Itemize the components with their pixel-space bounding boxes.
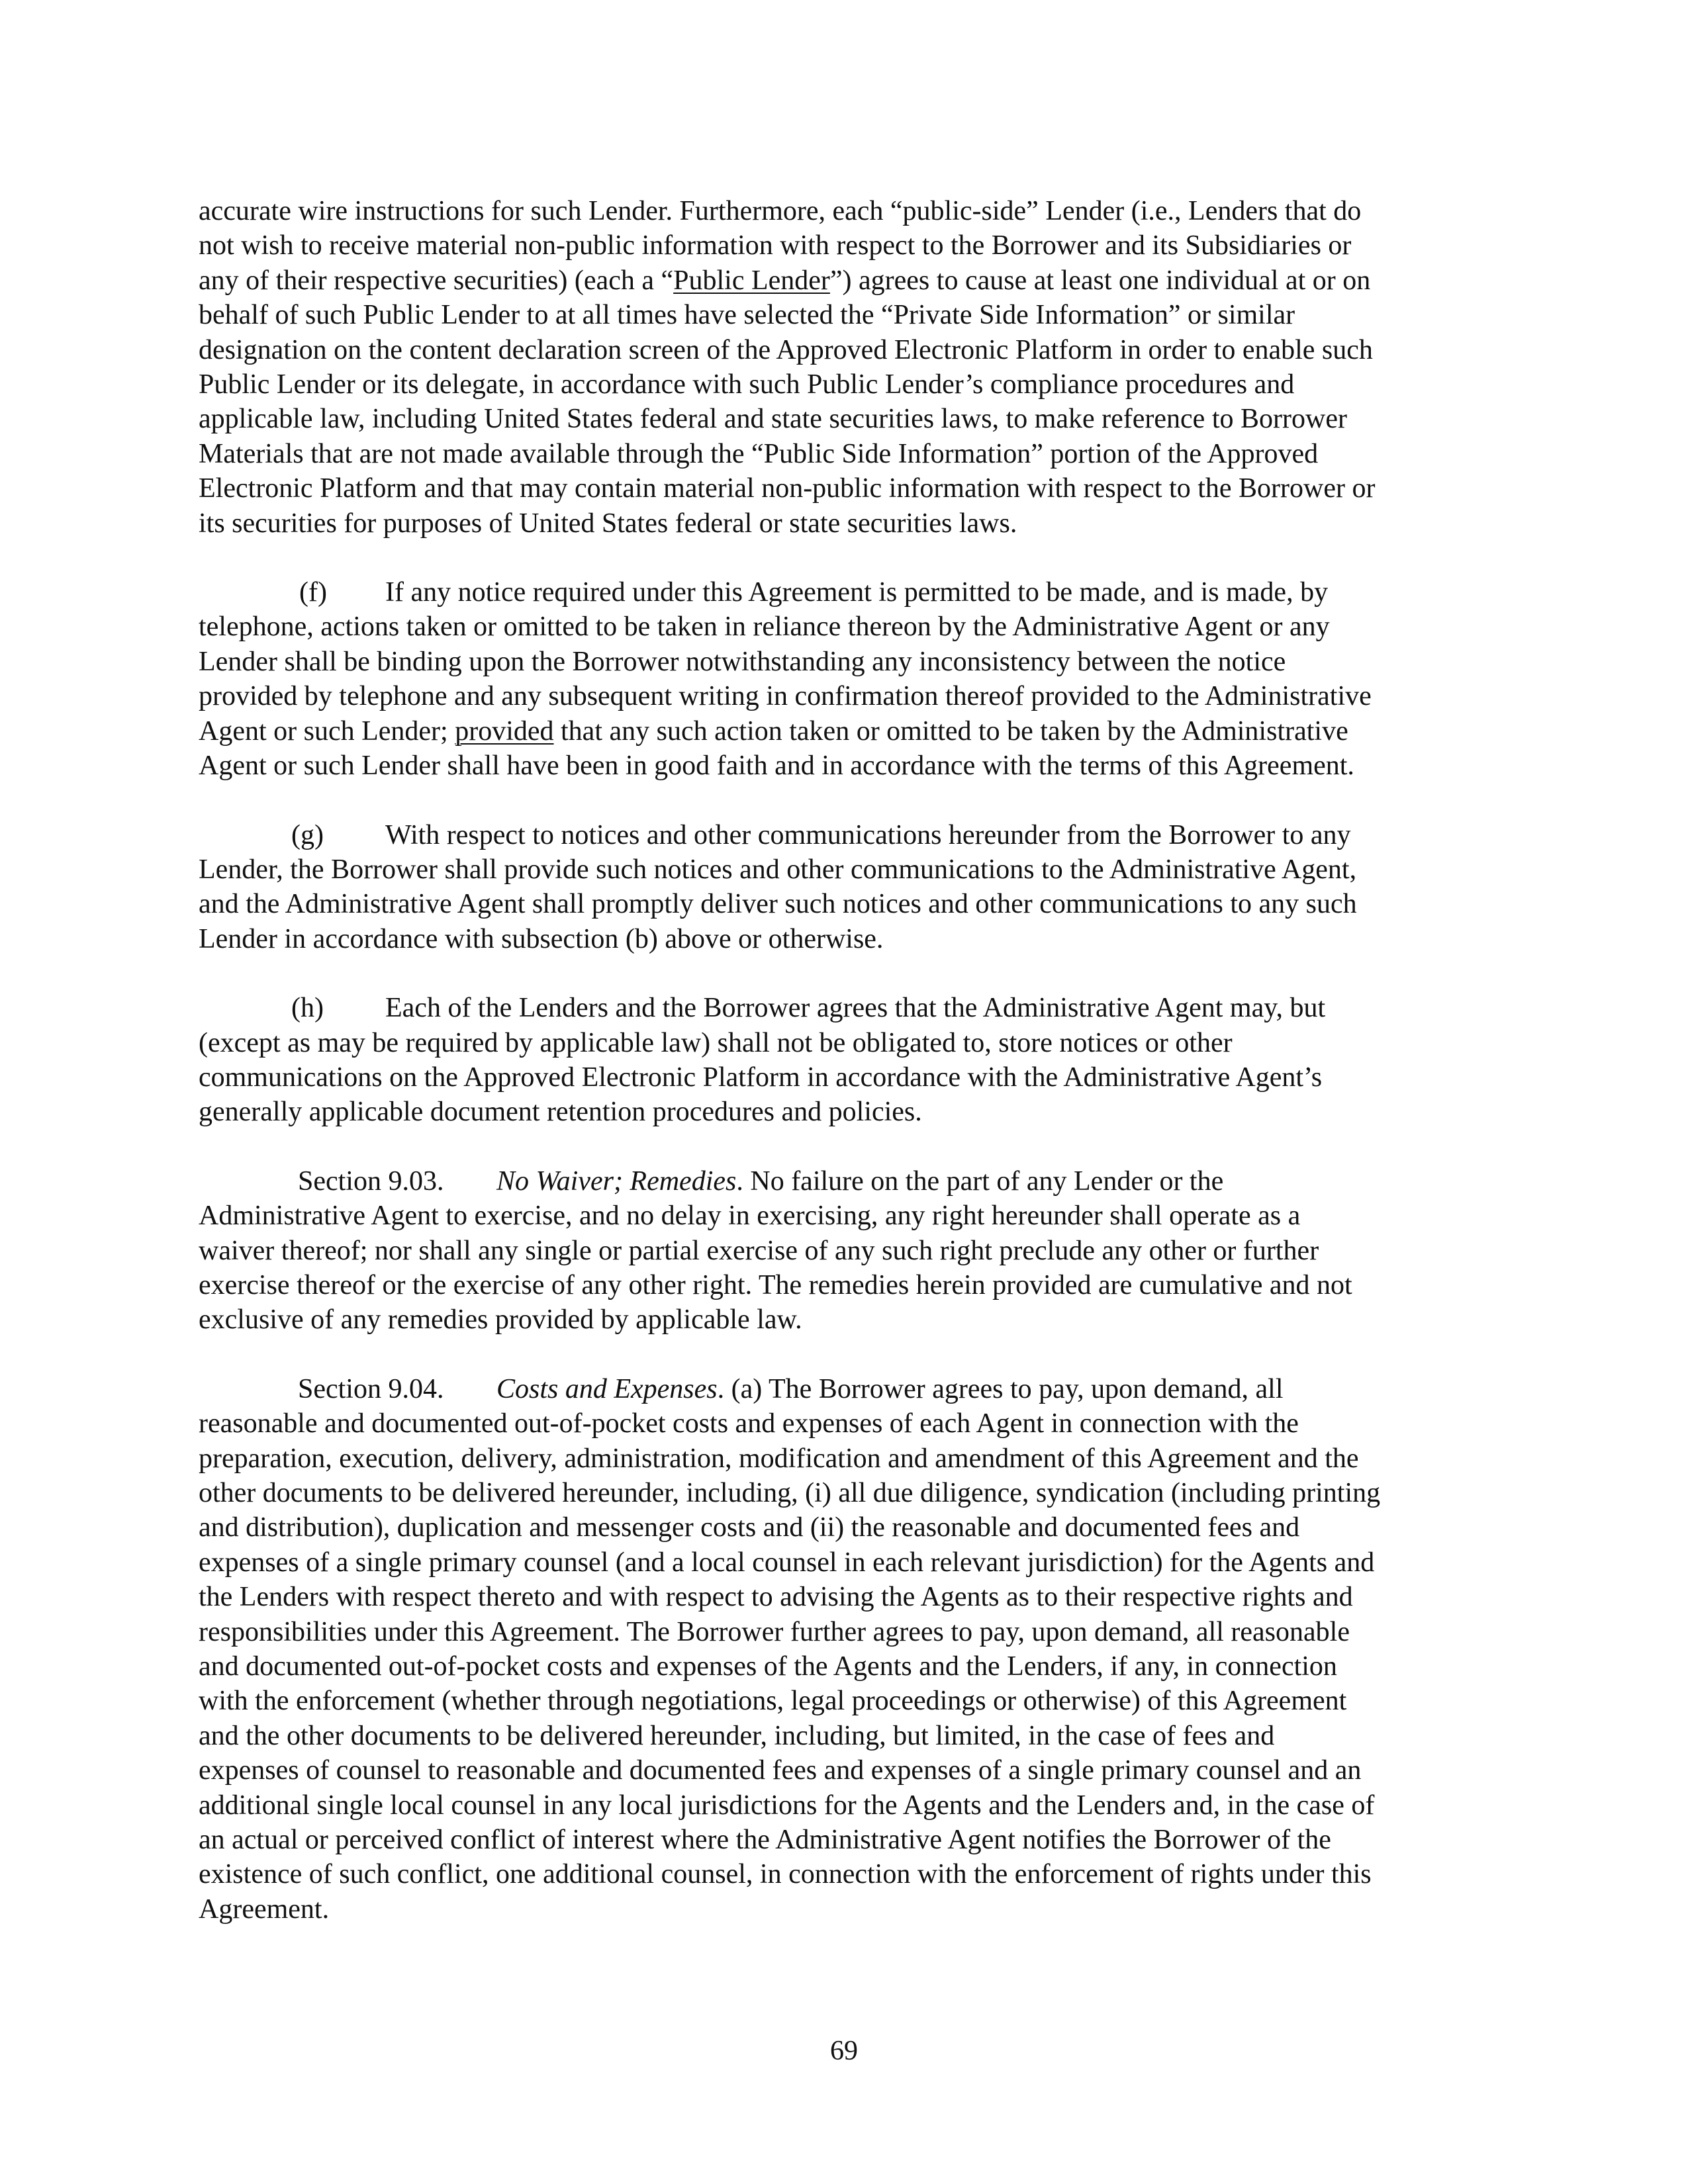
section-number: Section 9.03. xyxy=(298,1165,444,1197)
text-line: waiver thereof; nor shall any single or partial exercise of any such right preclude any other or further xyxy=(199,1235,1319,1266)
paragraph-h xyxy=(199,991,1489,1130)
text-line: the Lenders with respect thereto and with respect to advising the Agents as to their respective rights and xyxy=(199,1582,1353,1613)
text-line xyxy=(199,575,1489,610)
text-line: exclusive of any remedies provided by applicable law. xyxy=(199,1304,802,1336)
text-span: that any such action taken or omitted to be taken by the Administrative xyxy=(553,715,1348,747)
text-line: Agreement. xyxy=(199,1893,330,1925)
text-line xyxy=(199,1164,1489,1199)
term-provided: provided xyxy=(455,715,554,747)
page-number: 69 xyxy=(830,2036,858,2066)
text-span: . No failure on the part of any Lender or the xyxy=(736,1165,1224,1197)
text-line: expenses of counsel to reasonable and documented fees and expenses of a single primary counsel and an xyxy=(199,1755,1362,1786)
paragraph-g xyxy=(199,818,1489,957)
text-line: and documented out-of-pocket costs and expenses of the Agents and the Lenders, if any, in connection xyxy=(199,1651,1337,1682)
paragraph-label: (f) xyxy=(299,577,327,608)
paragraph-label: (g) xyxy=(291,819,324,850)
text-line: (except as may be required by applicable law) shall not be obligated to, store notices or other xyxy=(199,1027,1233,1058)
text-line: Electronic Platform and that may contain material non-public information with respect to the Borrower or xyxy=(199,473,1376,504)
defined-term-public-lender: Public Lender xyxy=(673,265,830,296)
text-line xyxy=(199,714,1489,749)
text-line: exercise thereof or the exercise of any other right. The remedies herein provided are cumulative and not xyxy=(199,1269,1352,1300)
text-line: its securities for purposes of United States federal or state securities laws. xyxy=(199,508,1017,539)
text-span: If any notice required under this Agreement is permitted to be made, and is made, by xyxy=(385,577,1329,608)
text-line: communications on the Approved Electronic Platform in accordance with the Administrative Agent’s xyxy=(199,1062,1323,1093)
text-span: With respect to notices and other communications hereunder from the Borrower to any xyxy=(385,819,1351,850)
document-body xyxy=(199,194,1489,1961)
text-line: Public Lender or its delegate, in accordance with such Public Lender’s compliance procedures and xyxy=(199,369,1295,400)
text-line: designation on the content declaration screen of the Approved Electronic Platform in order to enable such xyxy=(199,334,1373,365)
text-line: generally applicable document retention procedures and policies. xyxy=(199,1097,922,1128)
text-span: ”) agrees to cause at least one individual at or on xyxy=(829,265,1371,296)
text-line: expenses of a single primary counsel (and a local counsel in each relevant jurisdiction) for the Agents and xyxy=(199,1547,1375,1578)
text-span: any of their respective securities) (each a “ xyxy=(199,265,674,296)
text-line: reasonable and documented out-of-pocket costs and expenses of each Agent in connection with the xyxy=(199,1408,1299,1439)
text-line: responsibilities under this Agreement. The Borrower further agrees to pay, upon demand, all reasonable xyxy=(199,1616,1350,1647)
text-line xyxy=(199,818,1489,852)
text-line xyxy=(199,1372,1489,1406)
section-heading: Costs and Expenses xyxy=(496,1373,718,1404)
paragraph-label: (h) xyxy=(291,993,324,1024)
text-line: and the Administrative Agent shall promptly deliver such notices and other communications to any such xyxy=(199,889,1357,920)
section-number: Section 9.04. xyxy=(298,1373,444,1404)
paragraph-f xyxy=(199,575,1489,783)
text-line: and distribution), duplication and messenger costs and (ii) the reasonable and documented fees and xyxy=(199,1512,1300,1543)
text-line: an actual or perceived conflict of interest where the Administrative Agent notifies the Borrower of the xyxy=(199,1825,1331,1856)
text-line: provided by telephone and any subsequent writing in confirmation thereof provided to the Administrative xyxy=(199,681,1372,712)
text-line: other documents to be delivered hereunder, including, (i) all due diligence, syndication (including printing xyxy=(199,1478,1381,1508)
text-line: telephone, actions taken or omitted to be taken in reliance thereon by the Administrative Agent or any xyxy=(199,612,1330,643)
text-line: Lender shall be binding upon the Borrower notwithstanding any inconsistency between the notice xyxy=(199,646,1286,677)
paragraph-continuation xyxy=(199,194,1489,541)
text-line: Lender, the Borrower shall provide such notices and other communications to the Administrative Agent, xyxy=(199,854,1357,885)
text-line: accurate wire instructions for such Lender. Furthermore, each “public-side” Lender (i.e., Lenders that do xyxy=(199,196,1362,226)
text-line: with the enforcement (whether through negotiations, legal proceedings or otherwise) of this Agreement xyxy=(199,1686,1347,1717)
text-line xyxy=(199,991,1489,1025)
text-line: preparation, execution, delivery, administration, modification and amendment of this Agreement and the xyxy=(199,1443,1359,1474)
text-line: and the other documents to be delivered hereunder, including, but limited, in the case of fees and xyxy=(199,1720,1275,1751)
text-line: Lender in accordance with subsection (b) above or otherwise. xyxy=(199,923,884,954)
text-line: additional single local counsel in any local jurisdictions for the Agents and the Lenders and, in the case of xyxy=(199,1790,1375,1821)
text-line: applicable law, including United States federal and state securities laws, to make reference to Borrower xyxy=(199,404,1347,435)
text-span: Agent or such Lender; xyxy=(199,715,455,747)
text-line: Administrative Agent to exercise, and no delay in exercising, any right hereunder shall operate as a xyxy=(199,1201,1301,1232)
text-line: not wish to receive material non-public information with respect to the Borrower and its Subsidiaries or xyxy=(199,230,1352,261)
text-line xyxy=(199,263,1489,298)
text-span: Each of the Lenders and the Borrower agrees that the Administrative Agent may, but xyxy=(385,993,1326,1024)
text-line: behalf of such Public Lender to at all times have selected the “Private Side Information” or similar xyxy=(199,300,1295,331)
section-9-03 xyxy=(199,1164,1489,1338)
text-line: Agent or such Lender shall have been in good faith and in accordance with the terms of this Agreement. xyxy=(199,751,1354,782)
text-line: existence of such conflict, one additional counsel, in connection with the enforcement of rights under this xyxy=(199,1859,1372,1890)
section-heading: No Waiver; Remedies xyxy=(496,1165,737,1197)
text-span: . (a) The Borrower agrees to pay, upon demand, all xyxy=(717,1373,1284,1404)
section-9-04 xyxy=(199,1372,1489,1927)
text-line: Materials that are not made available through the “Public Side Information” portion of the Approved xyxy=(199,438,1319,469)
